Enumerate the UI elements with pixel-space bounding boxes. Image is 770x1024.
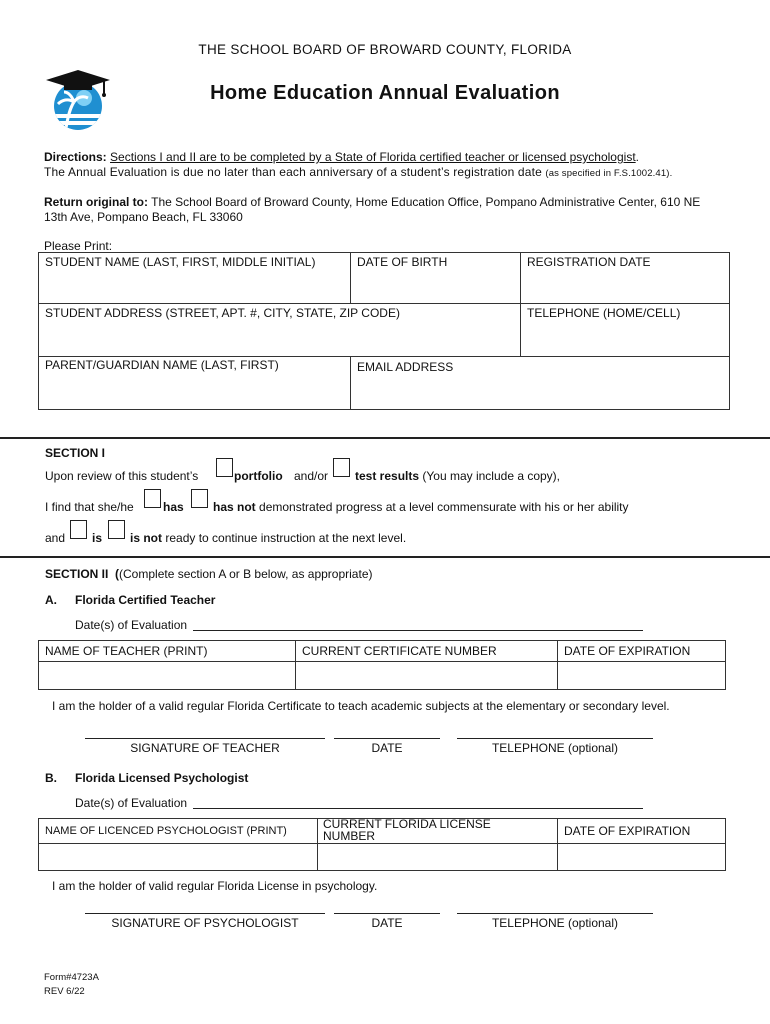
psychologist-date-line[interactable] [334,913,440,914]
psychologist-name-label: NAME OF LICENCED PSYCHOLOGIST (PRINT) [45,825,287,837]
page-title: Home Education Annual Evaluation [210,82,560,104]
revision-date: REV 6/22 [44,986,85,997]
teacher-signature-line[interactable] [85,738,325,739]
telephone-field[interactable] [522,321,728,355]
license-number-label [323,818,491,842]
and-text: and [45,531,66,545]
has-not-line [213,500,629,514]
license-number-label-line-1: CURRENT FLORIDA LICENSE [323,817,491,831]
upon-review-text: Upon review of this student’s [45,469,199,483]
signature-of-teacher-label: SIGNATURE OF TEACHER [130,741,280,755]
has-checkbox[interactable] [144,489,161,508]
expiration-label-b: DATE OF EXPIRATION [564,824,691,838]
teacher-statement: I am the holder of a valid regular Florida Certificate to teach academic subjects at the elementary or secondary level. [52,699,670,713]
dates-of-evaluation-label-b: Date(s) of Evaluation [75,796,188,810]
certificate-expiration-field[interactable] [559,663,724,689]
email-label: EMAIL ADDRESS [357,360,454,374]
registration-date-field[interactable] [522,270,728,302]
dates-of-evaluation-line-b[interactable] [193,808,643,809]
date-of-birth-field[interactable] [352,270,518,302]
dob-label: DATE OF BIRTH [357,255,448,269]
teacher-name-label: NAME OF TEACHER (PRINT) [45,644,208,658]
find-text: I find that she/he [45,500,134,514]
dates-of-evaluation-label-a: Date(s) of Evaluation [75,618,188,632]
section-1-bottom-rule [0,556,770,558]
dates-of-evaluation-line-a[interactable] [193,630,643,631]
return-address-2: 13th Ave, Pompano Beach, FL 33060 [44,210,243,224]
due-date-text: The Annual Evaluation is due no later than each anniversary of a student’s registration date [44,165,542,179]
teacher-name-field[interactable] [40,663,293,689]
return-line-1 [44,195,700,209]
certificate-number-label: CURRENT CERTIFICATE NUMBER [302,644,497,658]
is-not-checkbox[interactable] [108,520,125,539]
ready-text: ready to continue instruction at the next level. [165,531,407,545]
teacher-date-label: DATE [371,741,403,755]
psychologist-signature-line[interactable] [85,913,325,914]
section-2-note: (Complete section A or B below, as appropriate) [119,567,373,581]
parent-name-label: PARENT/GUARDIAN NAME (LAST, FIRST) [45,358,279,372]
student-address-field[interactable] [40,321,518,355]
portfolio-label: portfolio [234,469,283,483]
please-print-label: Please Print: [44,239,113,253]
section-b-letter: B. [45,771,57,785]
directions-line-1 [44,150,639,164]
telephone-label: TELEPHONE (HOME/CELL) [527,306,681,320]
is-checkbox[interactable] [70,520,87,539]
license-number-field[interactable] [319,845,555,870]
student-name-field[interactable] [40,270,348,302]
student-address-label: STUDENT ADDRESS (STREET, APT. #, CITY, STATE, ZIP CODE) [45,306,400,320]
test-results-checkbox[interactable] [333,458,350,477]
license-number-label-line-2: NUMBER [323,829,376,843]
psychologist-statement: I am the holder of valid regular Florida License in psychology. [52,879,378,893]
psychologist-date-label: DATE [371,916,403,930]
expiration-label-a: DATE OF EXPIRATION [564,644,691,658]
section-2-heading: SECTION II [45,567,109,581]
is-label: is [92,531,103,545]
and-or-text: and/or [294,469,329,483]
test-results-line [355,469,560,483]
directions-text: Sections I and II are to be completed by a State of Florida certified teacher or licensed psychologist [110,150,636,164]
psychologist-telephone-label: TELEPHONE (optional) [491,916,619,930]
teacher-date-line[interactable] [334,738,440,739]
section-a-letter: A. [45,593,57,607]
section-2-heading-line: SECTION II ((Complete section A or B below, as appropriate) [45,567,373,581]
section-1-heading: SECTION I [45,446,106,460]
progress-text: demonstrated progress at a level commensurate with his or her ability [259,500,629,514]
psychologist-name-field[interactable] [40,845,315,870]
section-a-title: Florida Certified Teacher [75,593,216,607]
directions-label: Directions: [44,150,107,164]
statute-text: (as specified in F.S.1002.41). [545,168,673,179]
return-label: Return original to: [44,195,148,209]
section-1-top-rule [0,437,770,439]
has-not-checkbox[interactable] [191,489,208,508]
return-address-1: The School Board of Broward County, Home Education Office, Pompano Administrative Center, 610 NE [151,195,701,209]
signature-of-psychologist-label: SIGNATURE OF PSYCHOLOGIST [111,916,299,930]
directions-period: . [635,150,639,164]
is-not-line [130,531,406,545]
directions-line-2 [44,165,672,179]
has-label: has [163,500,184,514]
certificate-number-field[interactable] [297,663,555,689]
section-b-title: Florida Licensed Psychologist [75,771,249,785]
psychologist-telephone-line[interactable] [457,913,653,914]
teacher-telephone-label: TELEPHONE (optional) [491,741,619,755]
license-expiration-field[interactable] [559,845,724,870]
form-number: Form#4723A [44,972,99,983]
has-not-label: has not [213,500,256,514]
teacher-telephone-line[interactable] [457,738,653,739]
email-field[interactable] [352,374,728,409]
portfolio-checkbox[interactable] [216,458,233,477]
test-results-label: test results [355,469,420,483]
registration-date-label: REGISTRATION DATE [527,255,651,269]
student-name-label: STUDENT NAME (LAST, FIRST, MIDDLE INITIAL) [45,255,316,269]
is-not-label: is not [130,531,162,545]
school-board-header: THE SCHOOL BOARD OF BROWARD COUNTY, FLORIDA [198,42,572,57]
parent-name-field[interactable] [40,374,348,409]
copy-note: (You may include a copy), [422,469,561,483]
